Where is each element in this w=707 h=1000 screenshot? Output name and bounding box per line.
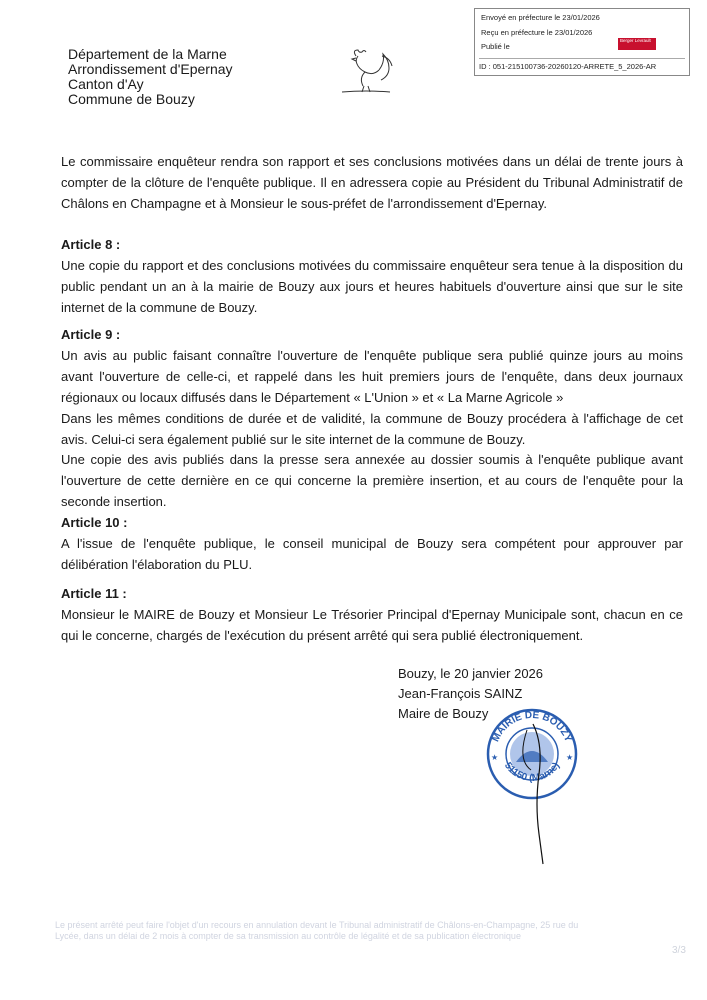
department-line: Département de la Marne xyxy=(68,46,227,62)
footer-line-2: Lycée, dans un délai de 2 mois à compter de sa transmission au contrôle de légalité et de sa publication électronique xyxy=(55,931,521,941)
signatory-name: Jean-François SAINZ xyxy=(398,686,523,701)
act-id: ID : 051-215100736-20260120-ARRETE_5_2026-AR xyxy=(479,58,685,73)
place-date: Bouzy, le 20 janvier 2026 xyxy=(398,666,544,681)
commune-line: Commune de Bouzy xyxy=(68,91,195,107)
intro-paragraph: Le commissaire enquêteur rendra son rapport et ses conclusions motivées dans un délai de trente jours à compter de la clôture de l'enquête publique. Il en adressera copie au Président du Tribunal Administratif de Châlons en Champagne et à Monsieur le sous-préfet de l'arrondissement d'Epernay. xyxy=(61,154,683,211)
article-8 xyxy=(61,234,683,318)
page-number: 3/3 xyxy=(672,945,686,956)
svg-text:★: ★ xyxy=(566,753,574,762)
footer-line-1: Le présent arrêté peut faire l'objet d'un recours en annulation devant le Tribunal administratif de Châlons-en-Champagne, 25 rue du xyxy=(55,920,579,930)
arrondissement-line: Arrondissement d'Epernay xyxy=(68,61,233,77)
article-title: Article 11 : xyxy=(61,586,127,601)
sent-date: Envoyé en préfecture le 23/01/2026 xyxy=(481,13,600,22)
article-title: Article 8 : xyxy=(61,237,121,252)
article-paragraph: Une copie des avis publiés dans la presse sera annexée au dossier soumis à l'enquête publique avant l'ouverture de cette dernière en ce qui concerne la première insertion, et au cours de l'enquête pour la seconde insertion. xyxy=(61,452,683,509)
article-paragraph: A l'issue de l'enquête publique, le conseil municipal de Bouzy sera compétent pour approuver par délibération l'élaboration du PLU. xyxy=(61,536,683,572)
article-9-continued xyxy=(61,449,683,512)
article-9 xyxy=(61,324,683,450)
article-11 xyxy=(61,583,683,646)
received-date: Reçu en préfecture le 23/01/2026 xyxy=(481,28,593,37)
berger-levrault-logo: Berger Levrault xyxy=(618,38,656,50)
seal-bottom-text: 51150 (Marne) xyxy=(501,760,563,785)
svg-text:★: ★ xyxy=(491,753,499,762)
seal-top-text: MAIRIE DE BOUZY xyxy=(490,709,574,744)
handwritten-signature-icon xyxy=(505,720,565,870)
article-10 xyxy=(61,512,683,575)
intro-block xyxy=(61,151,683,214)
legal-footer xyxy=(55,920,665,942)
signatory-role: Maire de Bouzy xyxy=(398,706,489,721)
rooster-icon xyxy=(334,48,398,98)
article-title: Article 9 : xyxy=(61,327,121,342)
article-paragraph: Dans les mêmes conditions de durée et de validité, la commune de Bouzy procédera à l'affichage de cet avis. Celui-ci sera également publié sur le site internet de la commune de Bouzy. xyxy=(61,411,683,447)
prefecture-stamp xyxy=(474,8,690,76)
article-title: Article 10 : xyxy=(61,515,128,530)
published-label: Publié le xyxy=(481,42,510,51)
article-paragraph: Un avis au public faisant connaître l'ouverture de l'enquête publique sera publié quinze jours au moins avant l'ouverture de celle-ci, et rappelé dans les huit premiers jours de l'enquête, dans deux journaux régionaux ou locaux diffusés dans le Département « L'Union » et « La Marne Agricole » xyxy=(61,348,683,405)
article-paragraph: Monsieur le MAIRE de Bouzy et Monsieur Le Trésorier Principal d'Epernay Municipale sont, chacun en ce qui le concerne, chargés de l'exécution du présent arrêté qui sera publié électroniquement. xyxy=(61,607,683,643)
canton-line: Canton d'Ay xyxy=(68,76,144,92)
issuer-header xyxy=(68,47,233,107)
article-paragraph: Une copie du rapport et des conclusions motivées du commissaire enquêteur sera tenue à la disposition du public pendant un an à la mairie de Bouzy aux jours et heures habituels d'ouverture ainsi que sur le site internet de la commune de Bouzy. xyxy=(61,258,683,315)
